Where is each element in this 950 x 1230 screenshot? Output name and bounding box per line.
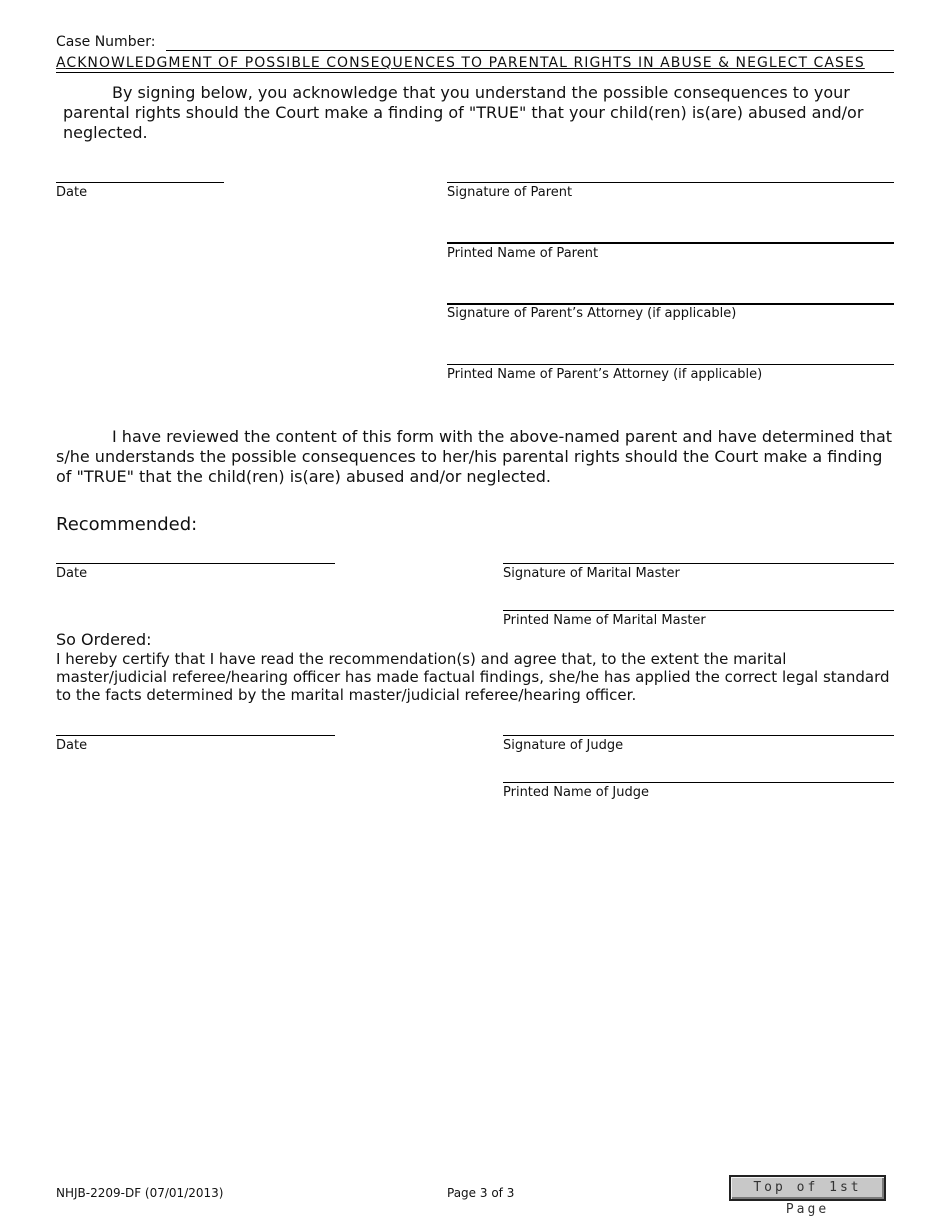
case-number-label: Case Number:: [56, 34, 156, 50]
parent-printed-name-line[interactable]: [447, 242, 894, 244]
recommended-heading: Recommended:: [56, 514, 198, 535]
master-printed-name-label: Printed Name of Marital Master: [503, 613, 706, 628]
top-of-first-page-button[interactable]: Top of 1st Page: [729, 1175, 886, 1201]
parent-signature-line[interactable]: [447, 182, 894, 183]
recommended-date-label: Date: [56, 566, 88, 581]
judge-printed-name-label: Printed Name of Judge: [503, 785, 650, 800]
form-title: ACKNOWLEDGMENT OF POSSIBLE CONSEQUENCES TO PARENTAL RIGHTS IN ABUSE & NEGLECT CASES: [56, 55, 865, 71]
judge-date-line[interactable]: [56, 735, 335, 736]
judge-signature-label: Signature of Judge: [503, 738, 624, 753]
acknowledgment-text: By signing below, you acknowledge that you understand the possible consequences to your parental rights should the Court make a finding of "TRUE" that your child(ren) is(are) abused and/or neglected.: [63, 83, 864, 142]
page-number: Page 3 of 3: [447, 1186, 515, 1200]
title-rule: [56, 72, 894, 73]
ack-date-line[interactable]: [56, 182, 224, 183]
master-signature-line[interactable]: [503, 563, 894, 564]
parent-printed-name-label: Printed Name of Parent: [447, 246, 599, 261]
attorney-signature-line[interactable]: [447, 303, 894, 305]
attorney-printed-name-label: Printed Name of Parent’s Attorney (if applicable): [447, 367, 763, 382]
judge-printed-name-line[interactable]: [503, 782, 894, 783]
master-printed-name-line[interactable]: [503, 610, 894, 611]
recommended-date-line[interactable]: [56, 563, 335, 564]
form-id: NHJB-2209-DF (07/01/2013): [56, 1186, 224, 1200]
attorney-printed-name-line[interactable]: [447, 364, 894, 365]
ack-date-label: Date: [56, 185, 88, 200]
so-ordered-heading: So Ordered:: [56, 630, 152, 649]
parent-signature-label: Signature of Parent: [447, 185, 573, 200]
judge-date-label: Date: [56, 738, 88, 753]
case-number-field[interactable]: [166, 34, 894, 51]
master-signature-label: Signature of Marital Master: [503, 566, 680, 581]
judge-signature-line[interactable]: [503, 735, 894, 736]
so-ordered-text: I hereby certify that I have read the recommendation(s) and agree that, to the extent the marital master/judicial referee/hearing officer has made factual findings, she/he has applied the correct legal standard to the facts determined by the marital master/judicial referee/hearing officer.: [56, 650, 890, 704]
review-text: I have reviewed the content of this form with the above-named parent and have determined that s/he understands the possible consequences to her/his parental rights should the Court make a finding of "TRUE" that the child(ren) is(are) abused and/or neglected.: [56, 427, 893, 486]
attorney-signature-label: Signature of Parent’s Attorney (if applicable): [447, 306, 737, 321]
